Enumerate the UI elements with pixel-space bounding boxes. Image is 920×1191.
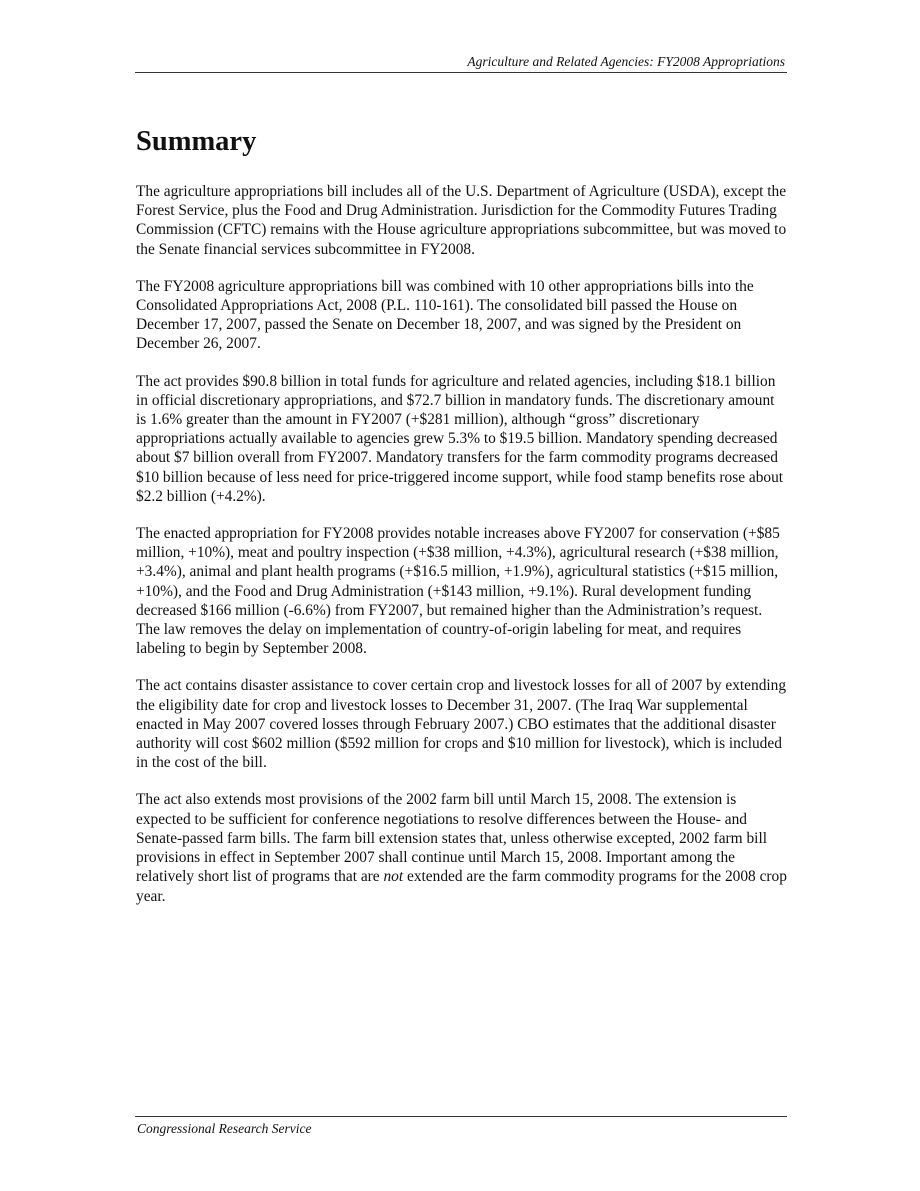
paragraph-2: The FY2008 agriculture appropriations bill was combined with 10 other appropriations bills into the Consolidated Appropriations Act, 2008 (P.L. 110-161). The consolidated bill passed the House on December 17, 2007, passed the Senate on December 18, 2007, and was signed by the President on December 26, 2007. [136, 277, 754, 353]
paragraph-4: The enacted appropriation for FY2008 provides notable increases above FY2007 for conservation (+$85 million, +10%), meat and poultry inspection (+$38 million, +4.3%), agricultural research (+$38 million, +3.4%), animal and plant health programs (+$16.5 million, +1.9%), agricultural statistics (+$15 million, +10%), and the Food and Drug Administration (+$143 million, +9.1%). Rural development funding decreased $166 million (-6.6%) from FY2007, but remained higher than the Administration’s request. The law removes the delay on implementation of country-of-origin labeling for meat, and requires labeling to begin by September 2008. [136, 525, 780, 658]
paragraph-6 [136, 790, 788, 905]
paragraph-6-text-start: The act also extends most provisions of the 2002 farm bill until March 15, 2008. The extension is expected to be sufficient for conference negotiations to resolve differences between the House- and Senate-passed farm bills. The farm bill extension states that, unless otherwise excepted, 2002 farm bill provisions in effect in September 2007 shall continue until March 15, 2008. Important among the relatively short list of programs that are [136, 791, 767, 886]
paragraph-6-text-end: extended are the farm commodity programs for the 2008 crop year. [136, 868, 787, 905]
running-header-title: Agriculture and Related Agencies: FY2008 Appropriations [467, 54, 785, 69]
paragraph-6-emphasis: not [383, 868, 404, 886]
page-body [136, 124, 788, 924]
footer-organization: Congressional Research Service [137, 1121, 312, 1136]
section-title: Summary [136, 126, 257, 157]
paragraph-3: The act provides $90.8 billion in total funds for agriculture and related agencies, including $18.1 billion in official discretionary appropriations, and $72.7 billion in mandatory funds. The discretionary amount is 1.6% greater than the amount in FY2007 (+$281 million), although “gross” discretionary appropriations actually available to agencies grew 5.3% to $19.5 billion. Mandatory spending decreased about $7 billion overall from FY2007. Mandatory transfers for the farm commodity programs decreased $10 billion because of less need for price-triggered income support, while food stamp benefits rose about $2.2 billion (+4.2%). [136, 372, 784, 505]
paragraph-5: The act contains disaster assistance to cover certain crop and livestock losses for all of 2007 by extending the eligibility date for crop and livestock losses to December 31, 2007. (The Iraq War supplemental enacted in May 2007 covered losses through February 2007.) CBO estimates that the additional disaster authority will cost $602 million ($592 million for crops and $10 million for livestock), which is included in the cost of the bill. [136, 677, 787, 772]
page-footer [135, 1116, 787, 1136]
paragraph-1: The agriculture appropriations bill includes all of the U.S. Department of Agriculture (USDA), except the Forest Service, plus the Food and Drug Administration. Jurisdiction for the Commodity Futures Trading Commission (CFTC) remains with the House agriculture appropriations subcommittee, but was moved to the Senate financial services subcommittee in FY2008. [136, 183, 787, 258]
running-header [135, 52, 787, 73]
